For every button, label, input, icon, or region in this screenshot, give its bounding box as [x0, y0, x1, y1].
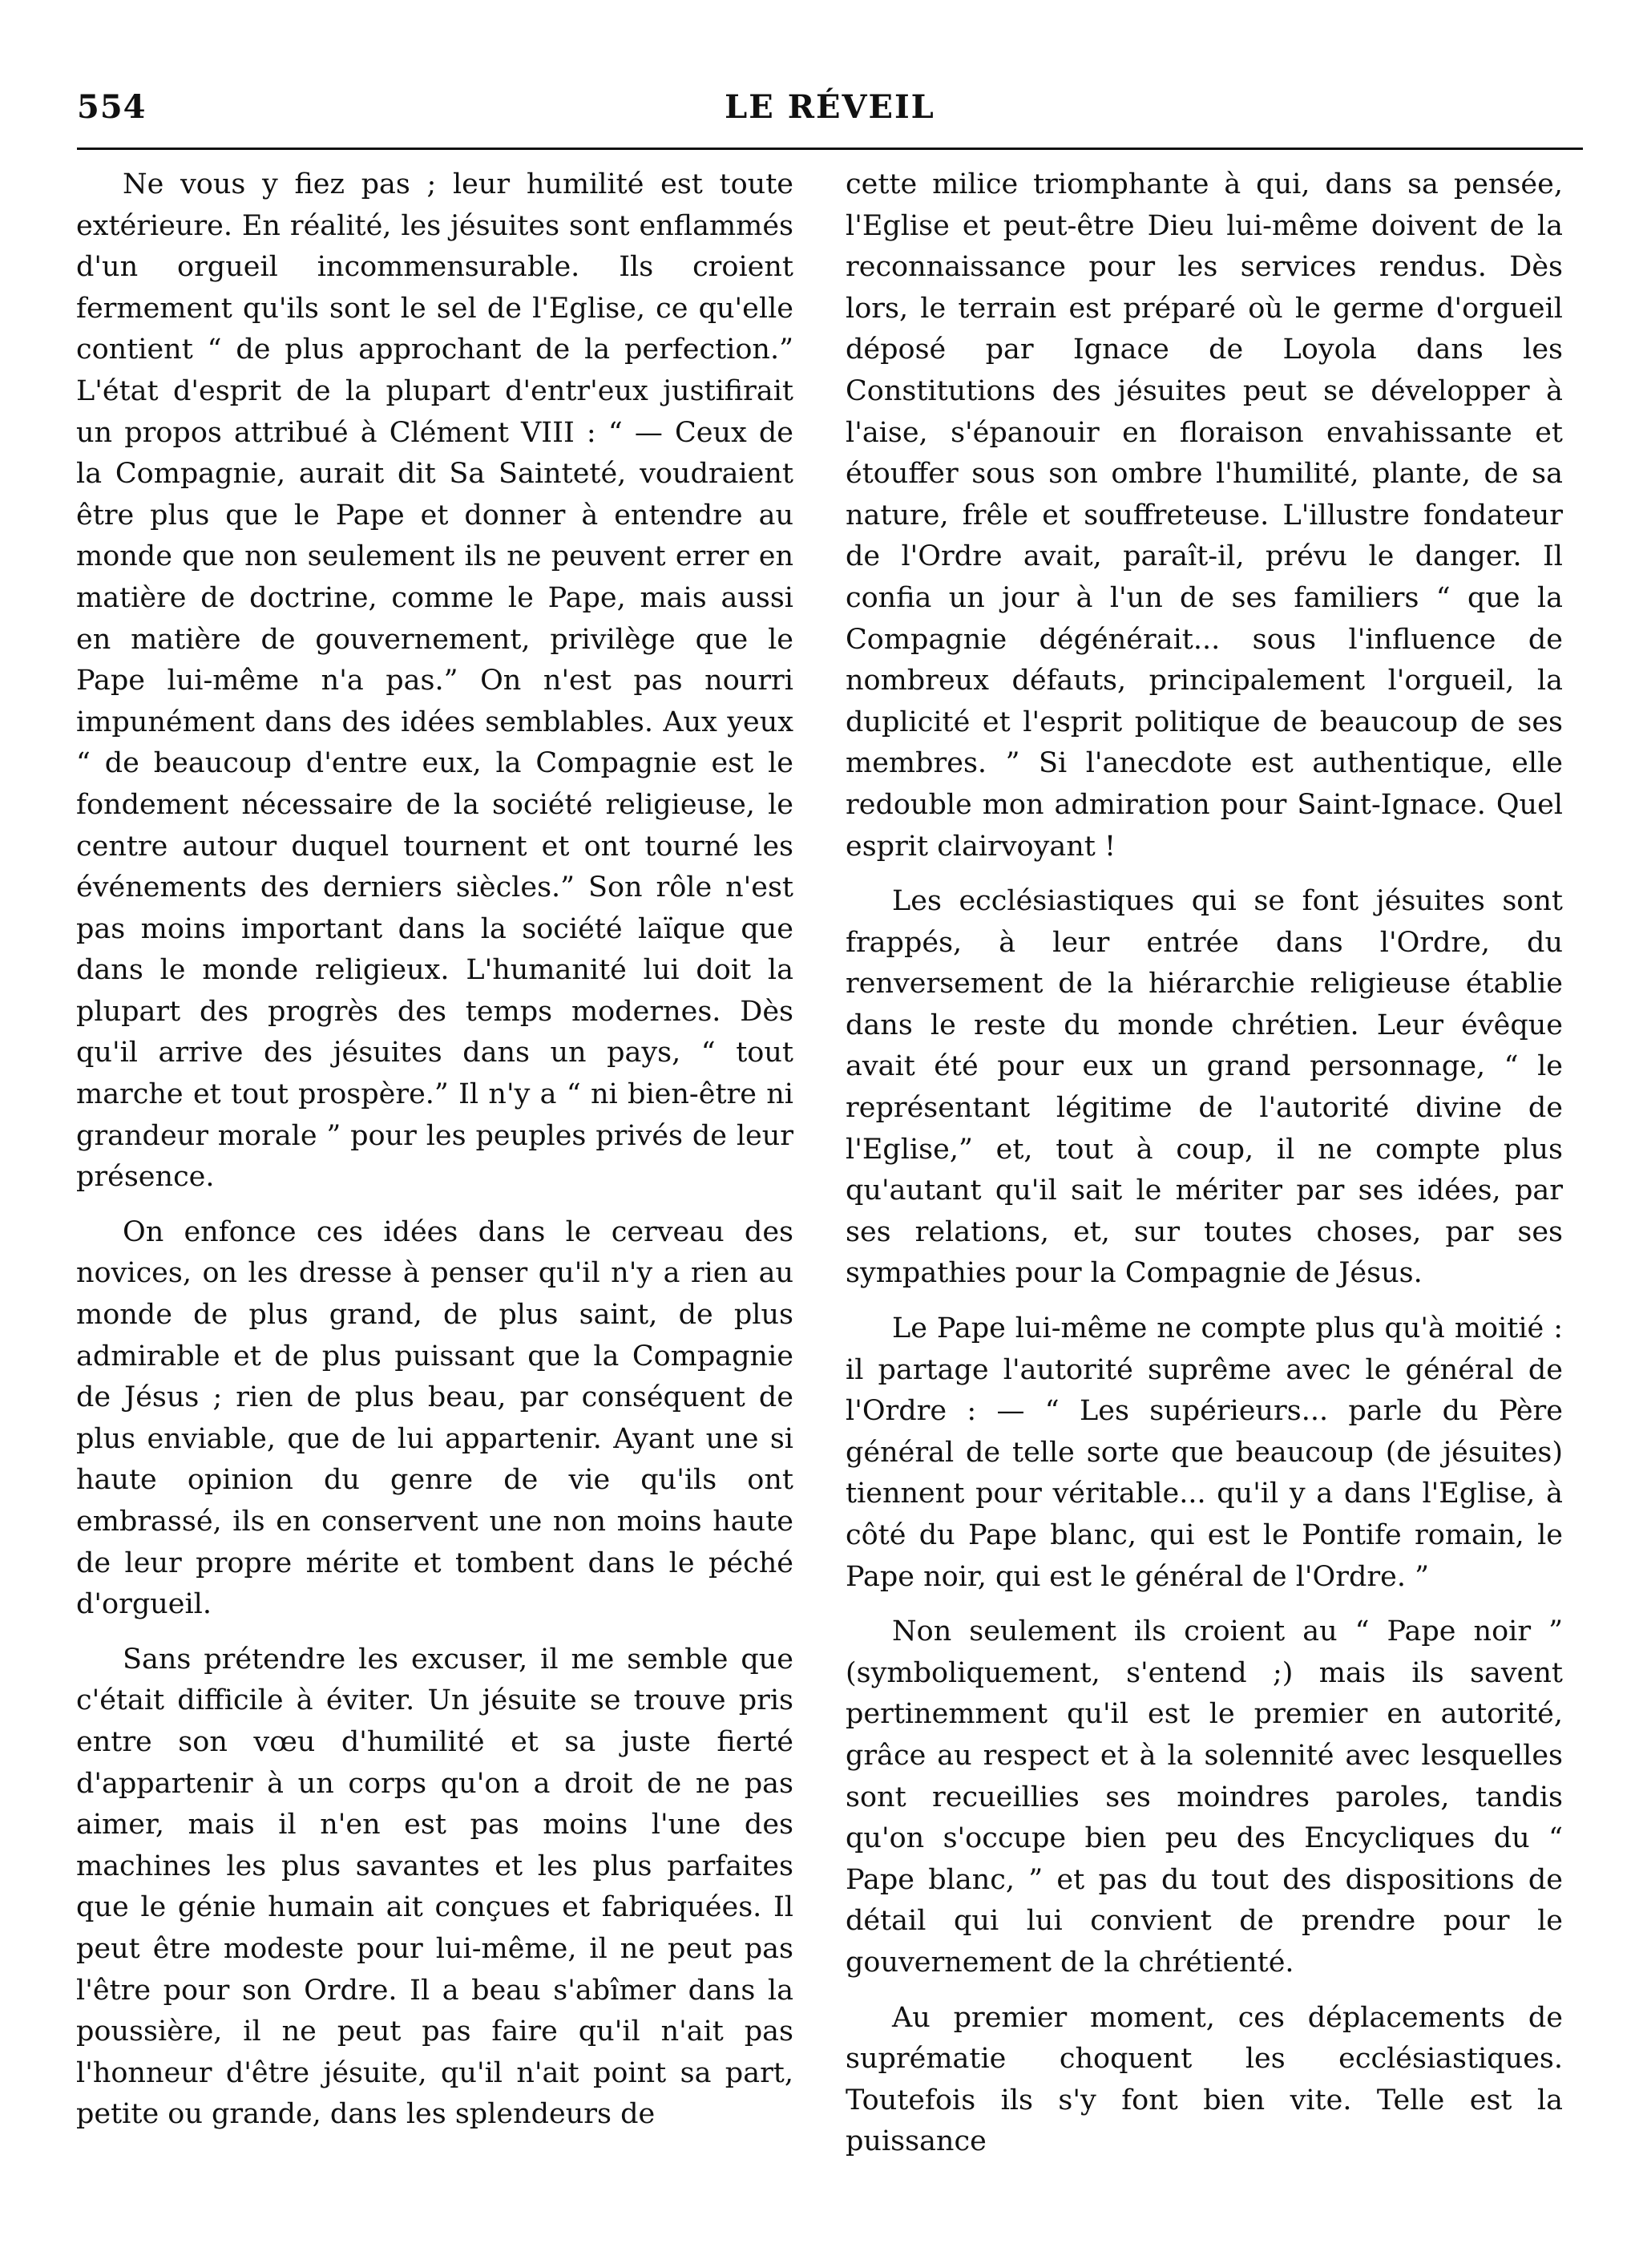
paragraph: Au premier moment, ces déplacements de suprématie choquent les ecclésiastiques. Toutefois ils s'y font bien vite. Telle est la puissance [846, 2001, 1563, 2158]
paragraph: Les ecclésiastiques qui se font jésuites sont frappés, à leur entrée dans l'Ordre, du renversement de la hiérarchie religieuse établie dans le reste du monde chrétien. Leur évêque avait été pour eux un grand personnage, “ le représentant légitime de l'autorité divine de l'Eglise,” et, tout à coup, il ne compte plus qu'autant qu'il sait le mériter par ses idées, par ses relations, et, sur toutes choses, par ses sympathies pour la Compagnie de Jésus. [846, 885, 1563, 1290]
page-header [77, 88, 1583, 144]
paragraph: Ne vous y fiez pas ; leur humilité est toute extérieure. En réalité, les jésuites sont enflammés d'un orgueil incommensurable. Ils croient fermement qu'ils sont le sel de l'Eglise, ce qu'elle contient “ de plus approchant de la perfection.” L'état d'esprit de la plupart d'entr'eux justifirait un propos attribué à Clément VIII : “ — Ceux de la Compagnie, aurait dit Sa Sainteté, voudraient être plus que le Pape et donner à entendre au monde que non seulement ils ne peuvent errer en matière de doctrine, comme le Pape, mais aussi en matière de gouvernement, privilège que le Pape lui-même n'a pas.” On n'est pas nourri impunément dans des idées semblables. Aux yeux “ de beaucoup d'entre eux, la Compagnie est le fondement nécessaire de la société religieuse, le centre autour duquel tournent et ont tourné les événements des derniers siècles.” Son rôle n'est pas moins important dans la société laïque que dans le monde religieux. L'humanité lui doit la plupart des progrès des temps modernes. Dès qu'il arrive des jésuites dans un pays, “ tout marche et tout prospère.” Il n'y a “ ni bien-être ni grandeur morale ” pour les peuples privés de leur présence. [76, 168, 793, 1194]
header-rule [77, 148, 1583, 150]
paragraph: Non seulement ils croient au “ Pape noir ” (symboliquement, s'entend ;) mais ils savent pertinemment qu'il est le premier en autorité, grâce au respect et à la solennité avec lesquelles sont recueillies ses moindres paroles, tandis qu'on s'occupe bien peu des Encycliques du “ Pape blanc, ” et pas du tout des dispositions de détail qui lui convient de prendre pour le gouvernement de la chrétienté. [846, 1615, 1563, 1979]
paragraph: Le Pape lui-même ne compte plus qu'à moitié : il partage l'autorité suprême avec le général de l'Ordre : — “ Les supérieurs... parle du Père général de telle sorte que beaucoup (de jésuites) tiennent pour véritable... qu'il y a dans l'Eglise, à côté du Pape blanc, qui est le Pontife romain, le Pape noir, qui est le général de l'Ordre. ” [846, 1312, 1563, 1593]
left-column [76, 164, 793, 2136]
paragraph: On enfonce ces idées dans le cerveau des novices, on les dresse à penser qu'il n'y a rien au monde de plus grand, de plus saint, de plus admirable et de plus puissant que la Compagnie de Jésus ; rien de plus beau, par conséquent de plus enviable, que de lui appartenir. Ayant une si haute opinion du genre de vie qu'ils ont embrassé, ils en conservent une non moins haute de leur propre mérite et tombent dans le péché d'orgueil. [76, 1215, 793, 1621]
paragraph: Sans prétendre les excuser, il me semble que c'était difficile à éviter. Un jésuite se trouve pris entre son vœu d'humilité et sa juste fierté d'appartenir à un corps qu'on a droit de ne pas aimer, mais il n'en est pas moins l'une des machines les plus savantes et les plus parfaites que le génie humain ait conçues et fabriquées. Il peut être modeste pour lui-même, il ne peut pas l'être pour son Ordre. Il a beau s'abîmer dans la poussière, il ne peut pas faire qu'il n'ait pas l'honneur d'être jésuite, qu'il n'ait point sa part, petite ou grande, dans les splendeurs de [76, 1643, 793, 2131]
running-title: LE RÉVEIL [725, 88, 935, 126]
right-column [846, 164, 1563, 2163]
page-number: 554 [77, 88, 147, 126]
paragraph: cette milice triomphante à qui, dans sa pensée, l'Eglise et peut-être Dieu lui-même doivent de la reconnaissance pour les services rendus. Dès lors, le terrain est préparé où le germe d'orgueil déposé par Ignace de Loyola dans les Constitutions des jésuites peut se développer à l'aise, s'épanouir en floraison envahissante et étouffer sous son ombre l'humilité, plante, de sa nature, frêle et souffreteuse. L'illustre fondateur de l'Ordre avait, paraît-il, prévu le danger. Il confia un jour à l'un de ses familiers “ que la Compagnie dégénérait... sous l'influence de nombreux défauts, principalement l'orgueil, la duplicité et l'esprit politique de beaucoup de ses membres. ” Si l'anecdote est authentique, elle redouble mon admiration pour Saint-Ignace. Quel esprit clairvoyant ! [846, 168, 1563, 863]
